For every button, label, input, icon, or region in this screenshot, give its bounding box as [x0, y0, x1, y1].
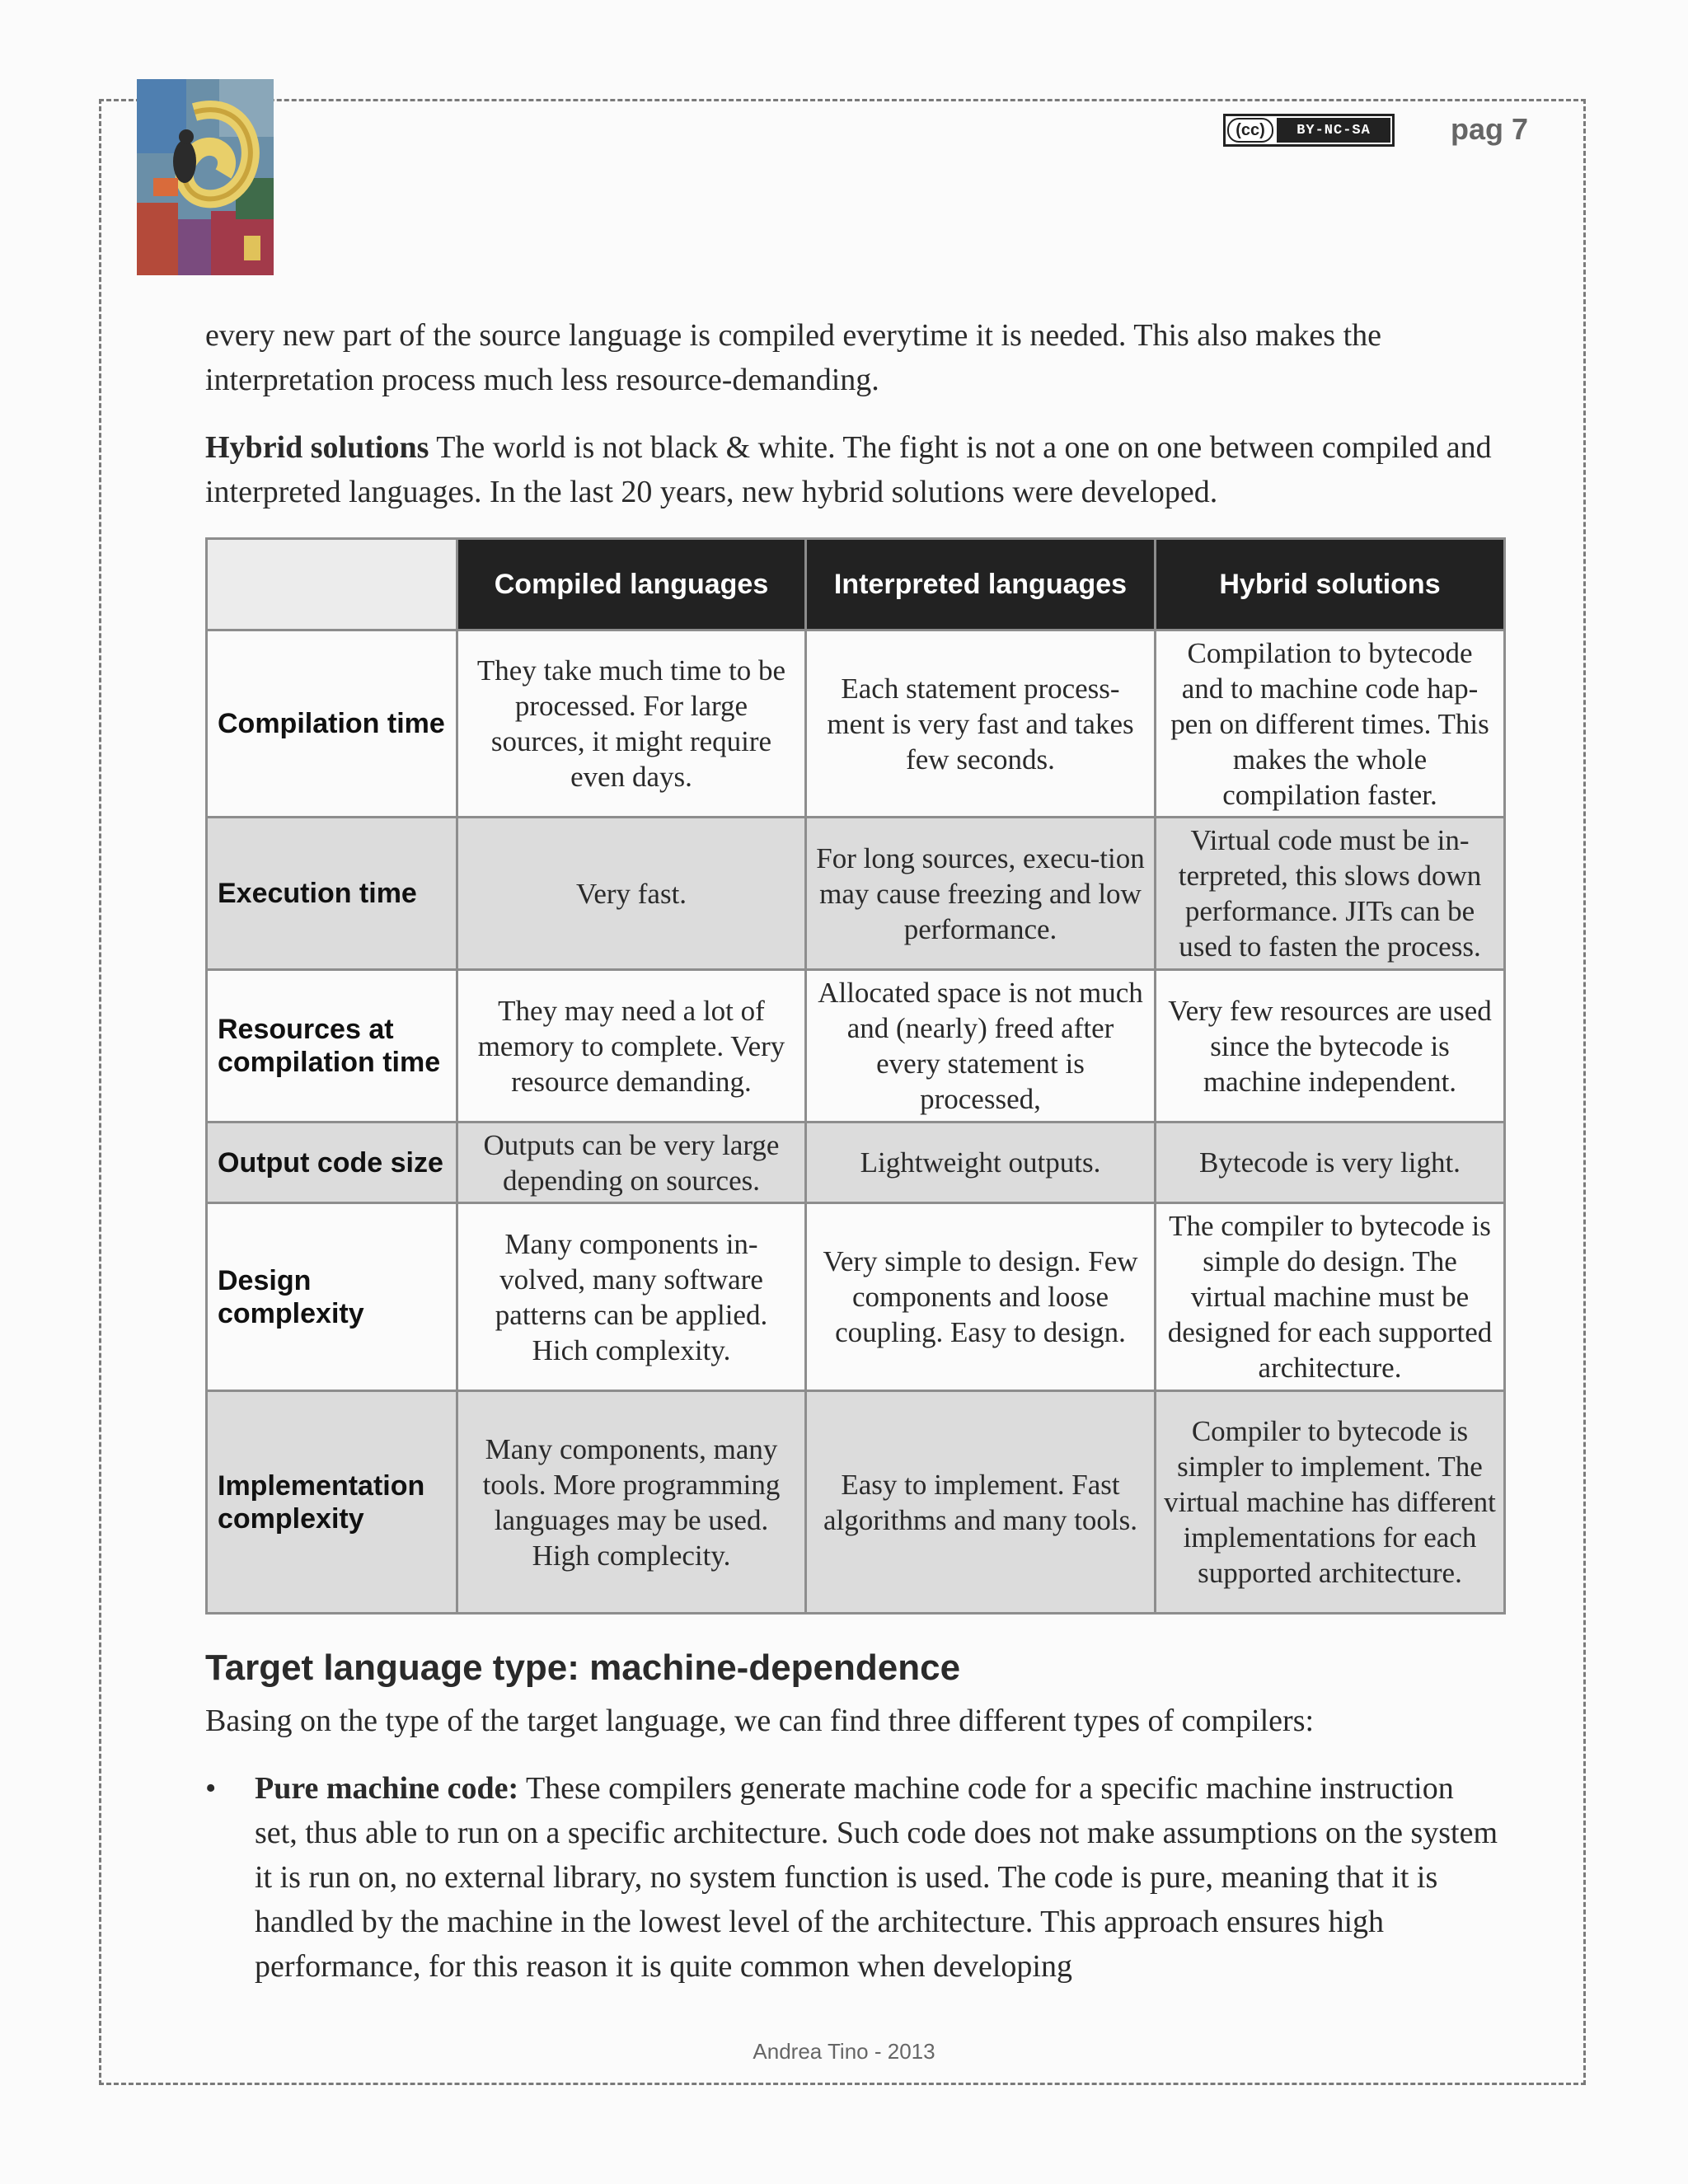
- row-header: Compilation time: [207, 630, 457, 818]
- table-cell: For long sources, execu-tion may cause freezing and low performance.: [806, 818, 1156, 970]
- table-cell: The compiler to bytecode is simple do design. The virtual machine must be designed for each supported architecture.: [1156, 1203, 1505, 1391]
- table-header-row: [207, 539, 1505, 630]
- table-cell: They take much time to be processed. For large sources, it might require even days.: [457, 630, 806, 818]
- page-content: [205, 313, 1503, 1989]
- row-header: Design complexity: [207, 1203, 457, 1391]
- table-row: [207, 970, 1505, 1122]
- table-cell: Bytecode is very light.: [1156, 1122, 1505, 1203]
- section-heading: Target language type: machine-dependence: [205, 1647, 961, 1688]
- hybrid-solutions-text: The world is not black & white. The fight is not a one on one between compiled and interpreted languages. In the last 20 years, new hybrid solutions were developed.: [205, 430, 1492, 509]
- table-cell: Allocated space is not much and (nearly) freed after every statement is processed,: [806, 970, 1156, 1122]
- table-cell: Very few resources are used since the bytecode is machine independent.: [1156, 970, 1505, 1122]
- list-item-term: Pure machine code:: [255, 1771, 519, 1806]
- list-item: [205, 1766, 1503, 1989]
- table-row: [207, 818, 1505, 970]
- section-intro: Basing on the type of the target language, we can find three different types of compilers:: [205, 1704, 1315, 1738]
- row-header: Output code size: [207, 1122, 457, 1203]
- table-cell: Outputs can be very large depending on sources.: [457, 1122, 806, 1203]
- compiler-types-list: [205, 1766, 1503, 1989]
- column-header: Interpreted languages: [806, 539, 1156, 630]
- table-row: [207, 630, 1505, 818]
- cover-thumbnail-image: [137, 79, 274, 275]
- license-terms: BY-NC-SA: [1277, 118, 1390, 143]
- table-cell: Many components, many tools. More programming languages may be used. High complecity.: [457, 1391, 806, 1614]
- footer-author: Andrea Tino - 2013: [753, 2039, 935, 2064]
- body-paragraph-2: [205, 425, 1503, 514]
- list-item-text: These compilers generate machine code for a specific machine instruction set, thus able to run on a specific architecture. Such code does not make assumptions on the system it is run on, no external library, no system function is used. The code is pure, meaning that it is handled by the machine in the lowest level of the architecture. This approach ensures high performance, for this reason it is quite common when developing: [255, 1771, 1498, 1984]
- table-cell: They may need a lot of memory to complete. Very resource demanding.: [457, 970, 806, 1122]
- table-corner-cell: [207, 539, 457, 630]
- table-cell: Compiler to bytecode is simpler to implement. The virtual machine has different implementations for each supported architecture.: [1156, 1391, 1505, 1614]
- hybrid-solutions-term: Hybrid solutions: [205, 430, 429, 465]
- table-row: [207, 1203, 1505, 1391]
- table-cell: Compilation to bytecode and to machine code hap-pen on different times. This makes the whole compilation faster.: [1156, 630, 1505, 818]
- table-row: [207, 1122, 1505, 1203]
- table-cell: Virtual code must be in-terpreted, this slows down performance. JITs can be used to fasten the process.: [1156, 818, 1505, 970]
- table-cell: Very fast.: [457, 818, 806, 970]
- comparison-table: [205, 537, 1506, 1615]
- column-header: Compiled languages: [457, 539, 806, 630]
- cc-icon: (cc): [1227, 118, 1273, 143]
- bullet-icon: •: [205, 1771, 217, 1806]
- table-cell: Easy to implement. Fast algorithms and many tools.: [806, 1391, 1156, 1614]
- page-number: pag 7: [1451, 112, 1529, 146]
- table-row: [207, 1391, 1505, 1614]
- table-cell: Many components in-volved, many software patterns can be applied. Hich complexity.: [457, 1203, 806, 1391]
- row-header: Execution time: [207, 818, 457, 970]
- table-cell: Very simple to design. Few components and loose coupling. Easy to design.: [806, 1203, 1156, 1391]
- table-cell: Each statement process-ment is very fast and takes few seconds.: [806, 630, 1156, 818]
- body-paragraph-1: every new part of the source language is compiled everytime it is needed. This also makes the interpretation process much less resource-demanding.: [205, 318, 1382, 397]
- row-header: Implementation complexity: [207, 1391, 457, 1614]
- table-cell: Lightweight outputs.: [806, 1122, 1156, 1203]
- row-header: Resources at compilation time: [207, 970, 457, 1122]
- cc-license-badge: [1223, 114, 1395, 147]
- column-header: Hybrid solutions: [1156, 539, 1505, 630]
